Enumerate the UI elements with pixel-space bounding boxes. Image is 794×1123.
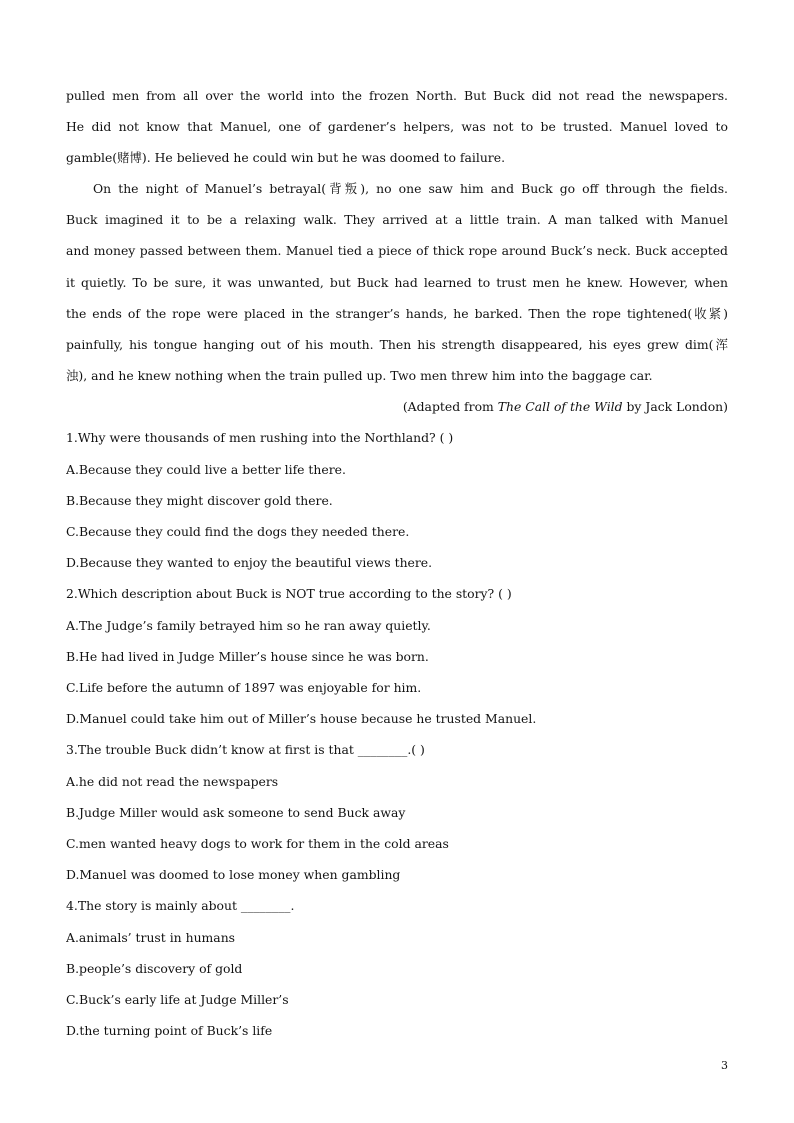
source-citation	[66, 399, 728, 415]
answer-option: B.He had lived in Judge Miller’s house since he was born.	[66, 649, 429, 664]
question-stem: 4.The story is mainly about ________.	[66, 898, 295, 913]
page-number: 3	[721, 1059, 728, 1072]
answer-option: D.Because they wanted to enjoy the beautiful views there.	[66, 555, 433, 570]
passage-line: the ends of the rope were placed in the stranger’s hands, he barked. Then the rope tightened(收紧)	[66, 306, 728, 321]
passage-line: He did not know that Manuel, one of gardener’s helpers, was not to be trusted. Manuel loved to	[66, 119, 728, 134]
question-stem: 3.The trouble Buck didn’t know at first is that ________.( )	[66, 742, 425, 757]
passage-line: it quietly. To be sure, it was unwanted, but Buck had learned to trust men he knew. However, when	[66, 275, 728, 290]
passage-line: painfully, his tongue hanging out of his mouth. Then his strength disappeared, his eyes grew dim(浑	[66, 337, 728, 352]
source-title: The Call of the Wild	[497, 399, 623, 414]
answer-option: A.animals’ trust in humans	[66, 930, 236, 945]
passage-line: and money passed between them. Manuel tied a piece of thick rope around Buck’s neck. Buck accepted	[66, 243, 728, 258]
answer-option: A.he did not read the newspapers	[66, 774, 279, 789]
answer-option: A.Because they could live a better life there.	[66, 462, 346, 477]
passage-line: Buck imagined it to be a relaxing walk. They arrived at a little train. A man talked with Manuel	[66, 212, 728, 227]
answer-option: D.Manuel could take him out of Miller’s house because he trusted Manuel.	[66, 711, 537, 726]
answer-option: B.Because they might discover gold there.	[66, 493, 333, 508]
question-stem: 2.Which description about Buck is NOT true according to the story? ( )	[66, 586, 512, 601]
answer-option: C.Life before the autumn of 1897 was enjoyable for him.	[66, 680, 422, 695]
question-stem: 1.Why were thousands of men rushing into the Northland? ( )	[66, 430, 454, 445]
answer-option: D.Manuel was doomed to lose money when gambling	[66, 867, 401, 882]
answer-option: C.men wanted heavy dogs to work for them in the cold areas	[66, 836, 449, 851]
answer-option: D.the turning point of Buck’s life	[66, 1023, 273, 1038]
answer-option: B.people’s discovery of gold	[66, 961, 243, 976]
answer-option: C.Buck’s early life at Judge Miller’s	[66, 992, 289, 1007]
passage-line: gamble(赌博). He believed he could win but he was doomed to failure.	[66, 150, 506, 165]
source-suffix: by Jack London)	[622, 399, 728, 414]
passage-line: On the night of Manuel’s betrayal(背叛), no one saw him and Buck go off through the fields.	[93, 181, 728, 196]
passage-line: 浊), and he knew nothing when the train pulled up. Two men threw him into the baggage car.	[66, 368, 653, 383]
source-prefix: (Adapted from	[402, 399, 498, 414]
answer-option: A.The Judge’s family betrayed him so he ran away quietly.	[66, 618, 431, 633]
answer-option: B.Judge Miller would ask someone to send Buck away	[66, 805, 406, 820]
answer-option: C.Because they could find the dogs they needed there.	[66, 524, 410, 539]
passage-line: pulled men from all over the world into the frozen North. But Buck did not read the newspapers.	[66, 88, 728, 103]
